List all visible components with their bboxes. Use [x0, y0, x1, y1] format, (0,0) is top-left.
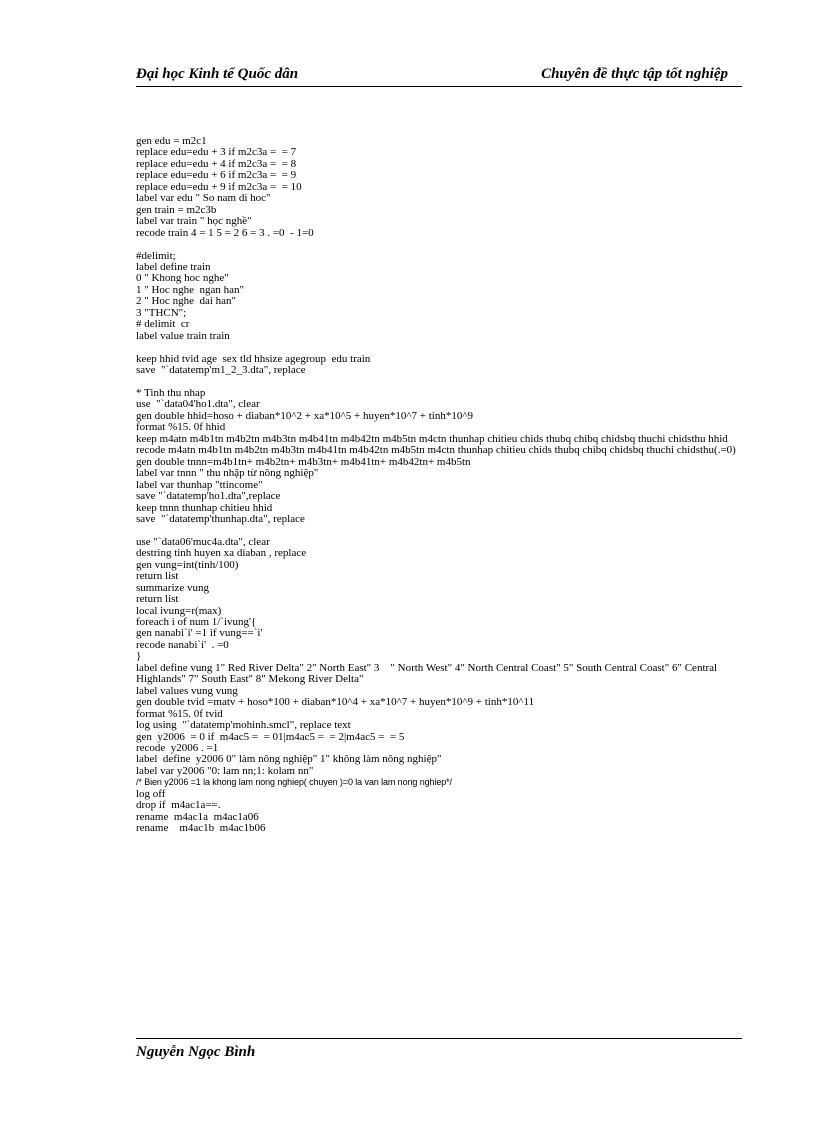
- code-line: gen y2006 = 0 if m4ac5 = = 01|m4ac5 = = 2|m4ac5 = = 5: [136, 730, 405, 743]
- code-line: rename m4ac1b m4ac1b06: [136, 822, 266, 835]
- code-line: 3 "THCN";: [136, 306, 187, 319]
- code-line: gen vung=int(tinh/100): [136, 558, 239, 571]
- code-line: log using "`datatemp'mohinh.smcl", replace text: [136, 719, 351, 732]
- code-line: use "`data04'ho1.dta", clear: [136, 398, 260, 411]
- code-line: rename m4ac1a m4ac1a06: [136, 810, 259, 823]
- code-line: 0 " Khong hoc nghe": [136, 272, 229, 285]
- code-line: replace edu=edu + 4 if m2c3a = = 8: [136, 157, 297, 170]
- footer-author: Nguyễn Ngọc Bình: [136, 1044, 256, 1060]
- blank-line: [136, 377, 742, 388]
- code-line: label values vung vung: [136, 684, 238, 697]
- code-line: recode nanabi`i' . =0: [136, 638, 229, 651]
- code-line: label value train train: [136, 329, 230, 342]
- code-line: label var edu " So nam di hoc": [136, 192, 271, 205]
- header-document-title: Chuyên đề thực tập tốt nghiệp: [541, 66, 728, 82]
- code-line: recode m4atn m4b1tn m4b2tn m4b3tn m4b41tn m4b42tn m4b5tn m4ctn thunhap chitieu chids thubq chibq chidsbq thuchi chidsthu(.=0): [136, 444, 736, 457]
- code-line: gen double tnnn=m4b1tn+ m4b2tn+ m4b3tn+ m4b41tn+ m4b42tn+ m4b5tn: [136, 455, 471, 468]
- code-line: foreach i of num 1/`ivung'{: [136, 616, 257, 629]
- code-line: label define y2006 0" làm nông nghiệp" 1" không làm nông nghiệp": [136, 753, 442, 766]
- code-line: return list: [136, 570, 179, 583]
- code-line: replace edu=edu + 3 if m2c3a = = 7: [136, 146, 297, 159]
- code-line: }: [136, 650, 142, 663]
- code-line: recode train 4 = 1 5 = 2 6 = 3 . =0 - 1=0: [136, 226, 314, 239]
- code-line: 1 " Hoc nghe ngan han": [136, 283, 244, 296]
- code-line: replace edu=edu + 6 if m2c3a = = 9: [136, 169, 297, 182]
- code-line: 2 " Hoc nghe dai han": [136, 295, 237, 308]
- stata-code-block: [136, 136, 742, 835]
- page-header: [136, 64, 742, 87]
- code-line: gen edu = m2c1: [136, 135, 207, 147]
- code-line: local ivung=r(max): [136, 604, 222, 617]
- header-university: Đại học Kinh tế Quốc dân: [136, 66, 299, 82]
- code-line: label var tnnn " thu nhập từ nông nghiệp": [136, 467, 319, 480]
- code-line: summarize vung: [136, 581, 210, 594]
- code-line: log off: [136, 787, 166, 800]
- code-line: gen nanabi`i' =1 if vung==`i': [136, 627, 263, 640]
- code-line: * Tinh thu nhap: [136, 386, 206, 399]
- blank-line: [136, 239, 742, 250]
- code-line: replace edu=edu + 9 if m2c3a = = 10: [136, 180, 302, 193]
- code-line: /* Bien y2006 =1 la khong lam nong nghiep( chuyen )=0 la van lam nong nghiep*/: [136, 777, 452, 788]
- code-line: #delimit;: [136, 249, 176, 262]
- code-line: drop if m4ac1a==.: [136, 799, 221, 812]
- code-line: format %15. 0f hhid: [136, 421, 226, 434]
- code-line: gen double hhid=hoso + diaban*10^2 + xa*10^5 + huyen*10^7 + tinh*10^9: [136, 409, 474, 422]
- code-line: # delimit cr: [136, 318, 190, 331]
- code-line: label var y2006 "0: lam nn;1: kolam nn": [136, 764, 314, 777]
- code-line: keep hhid tvid age sex tld hhsize agegroup edu train: [136, 352, 371, 365]
- code-line: keep tnnn thunhap chitieu hhid: [136, 501, 273, 514]
- code-line: gen train = m2c3b: [136, 203, 217, 216]
- code-line: destring tinh huyen xa diaban , replace: [136, 547, 307, 560]
- code-line: save "`datatemp'thunhap.dta", replace: [136, 512, 305, 525]
- code-line: recode y2006 . =1: [136, 742, 219, 755]
- code-line: use "`data06'muc4a.dta", clear: [136, 535, 270, 548]
- code-line: label var train " học nghề": [136, 215, 252, 228]
- code-line: format %15. 0f tvid: [136, 707, 223, 720]
- blank-line: [136, 342, 742, 353]
- code-line: label define vung 1" Red River Delta" 2" North East" 3 " North West" 4" North Central Coast" 5" South Central Coast" 6" Central Highlands" 7" South East" 8" Mekong River Delta": [136, 661, 720, 686]
- code-line: label define train: [136, 260, 211, 273]
- code-line: gen double tvid =matv + hoso*100 + diaban*10^4 + xa*10^7 + huyen*10^9 + tinh*10^11: [136, 696, 535, 709]
- code-line: label var thunhap "ttincome": [136, 478, 263, 491]
- code-line: return list: [136, 593, 179, 606]
- code-line: save "`datatemp'ho1.dta",replace: [136, 490, 281, 503]
- code-line: save "`datatemp'm1_2_3.dta", replace: [136, 364, 306, 377]
- page-footer: [136, 1038, 742, 1060]
- code-line: keep m4atn m4b1tn m4b2tn m4b3tn m4b41tn m4b42tn m4b5tn m4ctn thunhap chitieu chids thubq chibq chidsbq thuchi chidsthu hhid: [136, 432, 728, 445]
